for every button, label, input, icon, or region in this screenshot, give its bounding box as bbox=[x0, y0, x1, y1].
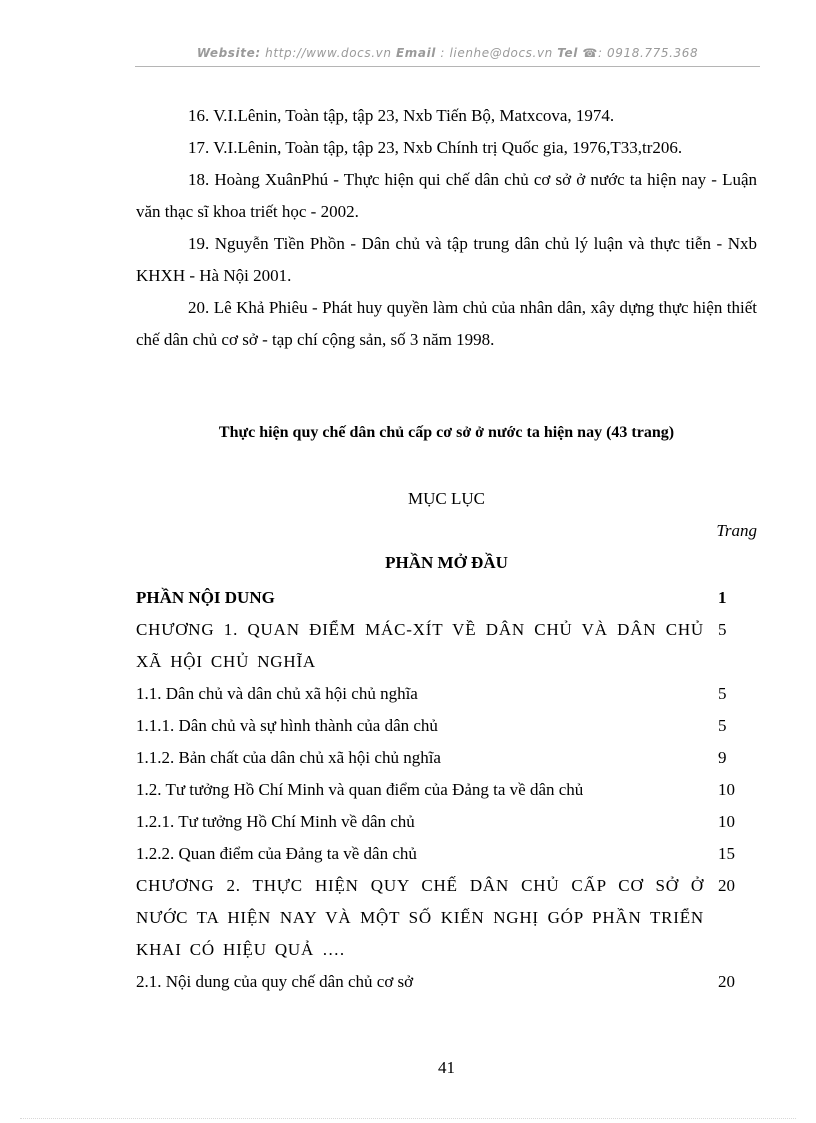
toc-entry bbox=[136, 774, 757, 806]
toc-entry-title: 1.2. Tư tưởng Hồ Chí Minh và quan điểm của Đảng ta về dân chủ bbox=[136, 780, 584, 799]
toc-entry bbox=[136, 742, 757, 774]
toc-entry-page: 20 bbox=[718, 876, 735, 895]
reference-item: 16. V.I.Lênin, Toàn tập, tập 23, Nxb Tiến Bộ, Matxcova, 1974. bbox=[188, 106, 615, 125]
toc-entry bbox=[136, 678, 757, 710]
toc-entry-title: 1.2.1. Tư tưởng Hồ Chí Minh về dân chủ bbox=[136, 812, 415, 831]
toc-entry-title: CHƯƠNG 2. THỰC HIỆN QUY CHẾ DÂN CHỦ CẤP CƠ SỞ Ở NƯỚC TA HIỆN NAY VÀ MỘT SỐ KIẾN NGHỊ GÓP PHẦN TRIỂN KHAI CÓ HIỆU QUẢ …. bbox=[136, 876, 704, 959]
toc-entry-page: 9 bbox=[718, 748, 727, 767]
reference-item: 20. Lê Khả Phiêu - Phát huy quyền làm chủ của nhân dân, xây dựng thực hiện thiết chế dân chủ cơ sở - tạp chí cộng sản, số 3 năm 1998. bbox=[136, 298, 757, 349]
tel-label: Tel bbox=[557, 46, 578, 60]
toc-entry bbox=[136, 582, 757, 614]
document-title: Thực hiện quy chế dân chủ cấp cơ sở ở nước ta hiện nay (43 trang) bbox=[218, 424, 675, 441]
toc-entry-page: 1 bbox=[718, 588, 727, 607]
toc-entry bbox=[136, 806, 757, 838]
toc-entry-title: CHƯƠNG 1. QUAN ĐIỂM MÁC-XÍT VỀ DÂN CHỦ VÀ DÂN CHỦ XÃ HỘI CHỦ NGHĨA bbox=[136, 620, 704, 671]
toc-entry bbox=[136, 870, 757, 966]
website-label: Website: bbox=[196, 46, 261, 60]
toc-entry-title: 1.1. Dân chủ và dân chủ xã hội chủ nghĩa bbox=[136, 684, 418, 703]
toc-entry-page: 5 bbox=[718, 620, 727, 639]
reference-item: 19. Nguyễn Tiền Phồn - Dân chủ và tập trung dân chủ lý luận và thực tiễn - Nxb KHXH - Hà Nội 2001. bbox=[136, 234, 757, 285]
header-divider bbox=[135, 66, 760, 67]
reference-item: 18. Hoàng XuânPhú - Thực hiện qui chế dân chủ cơ sở ở nước ta hiện nay - Luận văn thạc sĩ khoa triết học - 2002. bbox=[136, 170, 757, 221]
toc-entry-title: PHẦN NỘI DUNG bbox=[136, 588, 275, 607]
toc-entry-title: 1.1.1. Dân chủ và sự hình thành của dân chủ bbox=[136, 716, 438, 735]
toc-entry-page: 10 bbox=[718, 812, 735, 831]
reference-list bbox=[136, 100, 757, 356]
tel-value: : 0918.775.368 bbox=[597, 46, 699, 60]
toc-entry-page: 10 bbox=[718, 780, 735, 799]
toc-entry-page: 20 bbox=[718, 972, 735, 991]
toc-entry bbox=[136, 838, 757, 870]
toc-entry-title: 1.1.2. Bản chất của dân chủ xã hội chủ nghĩa bbox=[136, 748, 441, 767]
table-of-contents bbox=[136, 582, 757, 998]
website-value: http://www.docs.vn bbox=[260, 46, 396, 60]
toc-entry-page: 5 bbox=[718, 716, 727, 735]
page-number: 41 bbox=[438, 1058, 455, 1077]
toc-heading: MỤC LỤC bbox=[408, 489, 485, 508]
toc-intro: PHẦN MỞ ĐẦU bbox=[385, 553, 508, 572]
toc-entry bbox=[136, 966, 757, 998]
email-label: Email bbox=[395, 46, 436, 60]
toc-entry bbox=[136, 710, 757, 742]
phone-icon: ☎ bbox=[582, 46, 598, 60]
toc-entry-page: 5 bbox=[718, 684, 727, 703]
toc-entry-title: 2.1. Nội dung của quy chế dân chủ cơ sở bbox=[136, 972, 414, 991]
toc-entry bbox=[136, 614, 757, 678]
toc-page-column-label: Trang bbox=[716, 521, 757, 540]
reference-item: 17. V.I.Lênin, Toàn tập, tập 23, Nxb Chính trị Quốc gia, 1976,T33,tr206. bbox=[188, 138, 683, 157]
toc-entry-title: 1.2.2. Quan điểm của Đảng ta về dân chủ bbox=[136, 844, 417, 863]
toc-entry-page: 15 bbox=[718, 844, 735, 863]
email-value: : lienhe@docs.vn bbox=[436, 46, 558, 60]
page-header bbox=[135, 46, 760, 60]
footer-divider bbox=[20, 1118, 796, 1119]
